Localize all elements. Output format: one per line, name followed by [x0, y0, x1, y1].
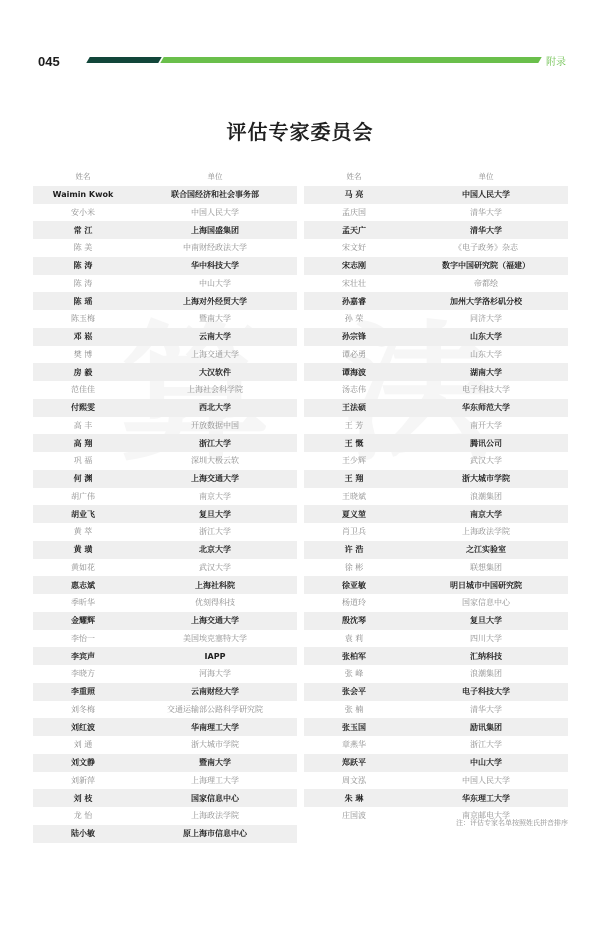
expert-unit: 联合国经济和社会事务部 — [171, 190, 259, 200]
expert-name: 周文泓 — [342, 775, 366, 785]
expert-unit: 华东理工大学 — [462, 793, 510, 803]
expert-name: 肖卫兵 — [342, 527, 366, 537]
table-row — [304, 789, 568, 807]
table-row — [33, 275, 297, 293]
expert-name: 刘冬梅 — [71, 704, 95, 714]
expert-name: 张 峰 — [344, 669, 364, 679]
table-row — [304, 665, 568, 683]
table-row — [33, 541, 297, 559]
expert-unit: 帝都绘 — [474, 278, 498, 288]
table-row — [33, 825, 297, 843]
page-header — [0, 50, 600, 70]
header-bar-dark — [86, 57, 161, 63]
table-row — [304, 470, 568, 488]
expert-unit: 数字中国研究院（福建） — [442, 261, 530, 271]
expert-name: 杨道玲 — [342, 598, 366, 608]
expert-unit: 云南财经大学 — [191, 687, 239, 697]
expert-name: 范佳佳 — [71, 385, 95, 395]
expert-name: 付熙雯 — [71, 403, 95, 413]
expert-unit: 西北大学 — [199, 403, 231, 413]
expert-name: 谭必勇 — [342, 349, 366, 359]
table-row — [304, 647, 568, 665]
expert-unit: 交通运输部公路科学研究院 — [167, 704, 263, 714]
table-row — [304, 310, 568, 328]
table-row — [33, 399, 297, 417]
table-row — [33, 452, 297, 470]
table-row — [33, 204, 297, 222]
expert-unit: 华东师范大学 — [462, 403, 510, 413]
expert-name: 刘新萍 — [71, 775, 95, 785]
expert-unit: 上海交通大学 — [191, 349, 239, 359]
expert-unit: 浪潮集团 — [470, 491, 502, 501]
expert-name: 安小米 — [71, 207, 95, 217]
expert-name: 张柏军 — [342, 651, 366, 661]
page-title: 评估专家委员会 — [226, 120, 374, 144]
expert-name: 袁 莉 — [344, 633, 364, 643]
expert-name: 金耀辉 — [71, 616, 95, 626]
expert-name: 宋志刚 — [342, 261, 366, 271]
expert-name: 王 翔 — [344, 474, 364, 484]
expert-name: 夏义堃 — [342, 509, 366, 519]
table-row — [33, 239, 297, 257]
expert-name: 李重照 — [71, 687, 95, 697]
table-row — [33, 310, 297, 328]
expert-name: 孟天广 — [342, 225, 366, 235]
name-column-header: 姓名 — [75, 172, 91, 182]
table-row — [33, 328, 297, 346]
expert-unit: 联想集团 — [470, 562, 502, 572]
expert-name: 许 浩 — [344, 545, 364, 555]
expert-unit: 清华大学 — [470, 704, 502, 714]
table-row — [304, 523, 568, 541]
table-row — [33, 683, 297, 701]
expert-name: 邓 崧 — [73, 332, 93, 342]
table-row — [33, 736, 297, 754]
table-row — [304, 221, 568, 239]
expert-unit: 上海社科院 — [195, 580, 235, 590]
expert-name: 王少辉 — [342, 456, 366, 466]
table-row — [304, 417, 568, 435]
expert-name: 宋文好 — [342, 243, 366, 253]
expert-unit: 浙江大学 — [199, 438, 231, 448]
expert-unit: 上海交通大学 — [191, 474, 239, 484]
table-row — [33, 647, 297, 665]
expert-unit: 中国人民大学 — [191, 207, 239, 217]
page-number: 045 — [38, 54, 60, 69]
expert-name: 季昕华 — [71, 598, 95, 608]
expert-unit: 上海政法学院 — [462, 527, 510, 537]
unit-column-header: 单位 — [207, 172, 223, 182]
expert-unit: 北京大学 — [199, 545, 231, 555]
expert-unit: 暨南大学 — [199, 758, 231, 768]
expert-name: 王法硕 — [342, 403, 366, 413]
table-row — [304, 718, 568, 736]
expert-unit: 华中科技大学 — [191, 261, 239, 271]
expert-name: 徐 彬 — [344, 562, 364, 572]
table-header-row — [304, 168, 568, 186]
table-row — [304, 541, 568, 559]
expert-name: 胡广伟 — [71, 491, 95, 501]
table-row — [304, 204, 568, 222]
expert-name: 张 楠 — [344, 704, 364, 714]
table-row — [304, 505, 568, 523]
expert-unit: 浙江大学 — [199, 527, 231, 537]
table-row — [304, 381, 568, 399]
expert-name: 何 渊 — [73, 474, 93, 484]
table-row — [304, 612, 568, 630]
table-row — [304, 239, 568, 257]
expert-unit: 华南理工大学 — [191, 722, 239, 732]
table-row — [304, 346, 568, 364]
expert-unit: 山东大学 — [470, 349, 502, 359]
table-row — [33, 505, 297, 523]
expert-name: 陈玉梅 — [71, 314, 95, 324]
table-row — [33, 257, 297, 275]
expert-name: 庄国波 — [342, 811, 366, 821]
expert-name: 张会平 — [342, 687, 366, 697]
expert-unit: 电子科技大学 — [462, 687, 510, 697]
table-row — [33, 718, 297, 736]
expert-unit: 山东大学 — [470, 332, 502, 342]
table-row — [304, 488, 568, 506]
expert-name: 陈 涛 — [73, 278, 93, 288]
expert-unit: 汇纳科技 — [470, 651, 502, 661]
table-row — [33, 789, 297, 807]
expert-name: 常 江 — [73, 225, 93, 235]
expert-unit: 国家信息中心 — [191, 793, 239, 803]
left-expert-table — [33, 168, 297, 843]
table-row — [304, 630, 568, 648]
table-row — [33, 470, 297, 488]
table-row — [304, 754, 568, 772]
expert-unit: 中山大学 — [199, 278, 231, 288]
table-row — [33, 612, 297, 630]
table-row — [33, 559, 297, 577]
table-row — [33, 807, 297, 825]
table-row — [33, 665, 297, 683]
expert-unit: 浙大城市学院 — [462, 474, 510, 484]
expert-unit: 开放数据中国 — [191, 420, 239, 430]
expert-name: 孟庆国 — [342, 207, 366, 217]
table-row — [33, 417, 297, 435]
expert-name: 王 芳 — [344, 420, 364, 430]
expert-name: 郑跃平 — [342, 758, 366, 768]
expert-unit: 上海国盛集团 — [191, 225, 239, 235]
expert-name: 王 慨 — [344, 438, 364, 448]
table-row — [304, 275, 568, 293]
right-expert-table — [304, 168, 568, 825]
expert-name: 黄 萃 — [73, 527, 93, 537]
expert-unit: 励讯集团 — [470, 722, 502, 732]
expert-unit: 《电子政务》杂志 — [454, 243, 518, 253]
table-row — [304, 434, 568, 452]
expert-name: 朱 琳 — [344, 793, 364, 803]
unit-column-header: 单位 — [478, 172, 494, 182]
expert-unit: 浙江大学 — [470, 740, 502, 750]
expert-name: 陈 瑶 — [73, 296, 93, 306]
expert-unit: 中山大学 — [470, 758, 502, 768]
table-row — [304, 363, 568, 381]
expert-name: 张玉国 — [342, 722, 366, 732]
expert-name: 房 毅 — [73, 367, 93, 377]
expert-unit: 武汉大学 — [199, 562, 231, 572]
table-row — [304, 186, 568, 204]
expert-unit: 中国人民大学 — [462, 190, 510, 200]
expert-unit: 深圳大极云软 — [191, 456, 239, 466]
table-row — [304, 452, 568, 470]
table-row — [33, 488, 297, 506]
expert-unit: 上海社会科学院 — [187, 385, 243, 395]
expert-name: Waimin Kwok — [52, 190, 114, 200]
table-row — [304, 559, 568, 577]
expert-unit: 四川大学 — [470, 633, 502, 643]
expert-name: 惠志斌 — [71, 580, 95, 590]
expert-name: 宋壮壮 — [342, 278, 366, 288]
expert-unit: 南开大学 — [470, 420, 502, 430]
table-row — [33, 363, 297, 381]
table-row — [304, 594, 568, 612]
table-row — [33, 186, 297, 204]
table-row — [33, 523, 297, 541]
expert-unit: 暨南大学 — [199, 314, 231, 324]
expert-unit: 加州大学洛杉矶分校 — [450, 296, 522, 306]
expert-name: 胡业飞 — [71, 509, 95, 519]
expert-name: 刘红波 — [71, 722, 95, 732]
header-bar-green — [160, 57, 541, 63]
expert-unit: IAPP — [204, 651, 226, 661]
table-row — [33, 701, 297, 719]
expert-name: 马 亮 — [344, 190, 364, 200]
expert-unit: 清华大学 — [470, 207, 502, 217]
expert-unit: 电子科技大学 — [462, 385, 510, 395]
table-row — [304, 701, 568, 719]
expert-unit: 同济大学 — [470, 314, 502, 324]
expert-unit: 浪潮集团 — [470, 669, 502, 679]
expert-unit: 复旦大学 — [199, 509, 231, 519]
expert-name: 黄如花 — [71, 562, 95, 572]
expert-unit: 国家信息中心 — [462, 598, 510, 608]
table-row — [304, 772, 568, 790]
expert-name: 高 丰 — [73, 420, 93, 430]
expert-name: 徐亚敏 — [342, 580, 366, 590]
expert-unit: 腾讯公司 — [470, 438, 502, 448]
expert-unit: 明日城市中国研究院 — [450, 580, 522, 590]
expert-name: 高 翔 — [73, 438, 93, 448]
table-header-row — [33, 168, 297, 186]
sorting-note: 注：评估专家名单按照姓氏拼音排序 — [456, 819, 568, 827]
name-column-header: 姓名 — [346, 172, 362, 182]
expert-unit: 武汉大学 — [470, 456, 502, 466]
expert-name: 李怡一 — [71, 633, 95, 643]
expert-name: 李晓方 — [71, 669, 95, 679]
expert-unit: 上海理工大学 — [191, 775, 239, 785]
table-row — [33, 630, 297, 648]
expert-name: 刘文静 — [71, 758, 95, 768]
table-row — [33, 346, 297, 364]
expert-unit: 湖南大学 — [470, 367, 502, 377]
expert-name: 刘 枝 — [73, 793, 93, 803]
expert-name: 黄 璜 — [73, 545, 93, 555]
table-row — [304, 257, 568, 275]
table-row — [304, 576, 568, 594]
expert-name: 刘 通 — [73, 740, 93, 750]
expert-name: 陈 涛 — [73, 261, 93, 271]
table-row — [33, 594, 297, 612]
table-row — [33, 221, 297, 239]
expert-unit: 上海政法学院 — [191, 811, 239, 821]
table-row — [33, 576, 297, 594]
expert-name: 王晓斌 — [342, 491, 366, 501]
table-row — [304, 292, 568, 310]
table-row — [33, 754, 297, 772]
expert-name: 巩 福 — [73, 456, 93, 466]
expert-unit: 大汉软件 — [199, 367, 231, 377]
expert-unit: 浙大城市学院 — [191, 740, 239, 750]
expert-unit: 南京邮电大学 — [462, 811, 510, 821]
table-row — [33, 381, 297, 399]
expert-unit: 河海大学 — [199, 669, 231, 679]
table-row — [33, 434, 297, 452]
expert-unit: 原上海市信息中心 — [183, 829, 247, 839]
expert-unit: 上海对外经贸大学 — [183, 296, 247, 306]
expert-unit: 南京大学 — [470, 509, 502, 519]
expert-unit: 云南大学 — [199, 332, 231, 342]
expert-unit: 南京大学 — [199, 491, 231, 501]
expert-name: 孙宗锋 — [342, 332, 366, 342]
expert-name: 孙嘉睿 — [342, 296, 366, 306]
expert-name: 陈 美 — [73, 243, 93, 253]
table-row — [304, 328, 568, 346]
expert-unit: 中南财经政法大学 — [183, 243, 247, 253]
expert-unit: 之江实验室 — [466, 545, 506, 555]
expert-name: 谭海波 — [342, 367, 366, 377]
expert-name: 樊 博 — [73, 349, 93, 359]
expert-unit: 上海交通大学 — [191, 616, 239, 626]
table-row — [304, 683, 568, 701]
section-label: 附录 — [546, 57, 566, 68]
expert-unit: 中国人民大学 — [462, 775, 510, 785]
expert-name: 殷沈琴 — [342, 616, 366, 626]
expert-name: 龙 怡 — [73, 811, 93, 821]
expert-name: 陆小敏 — [71, 829, 95, 839]
expert-unit: 复旦大学 — [470, 616, 502, 626]
table-row — [304, 736, 568, 754]
expert-unit: 清华大学 — [470, 225, 502, 235]
expert-name: 汤志伟 — [342, 385, 366, 395]
table-row — [33, 772, 297, 790]
expert-unit: 美国埃克塞特大学 — [183, 633, 247, 643]
expert-name: 孙 荣 — [344, 314, 364, 324]
expert-name: 章燕华 — [342, 740, 366, 750]
expert-unit: 优刻得科技 — [195, 598, 235, 608]
table-row — [304, 399, 568, 417]
expert-name: 李宾声 — [71, 651, 95, 661]
table-row — [33, 292, 297, 310]
